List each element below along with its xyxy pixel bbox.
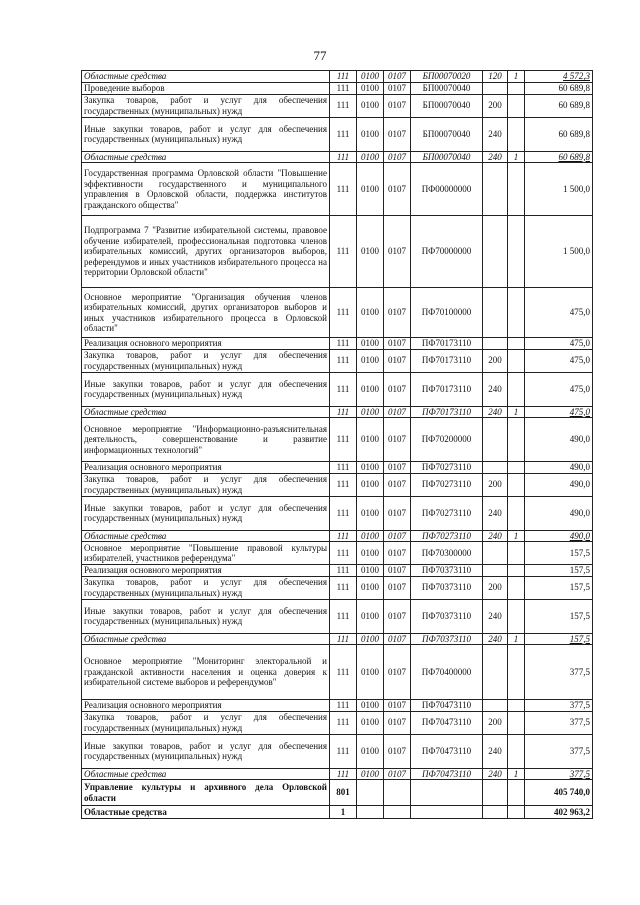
- expense-type-cell: [483, 163, 508, 216]
- amount-cell: 377,5: [525, 700, 593, 712]
- ministry-code-cell: 111: [330, 645, 357, 700]
- amount-cell: 402 963,2: [525, 806, 593, 819]
- amount-cell: 1 500,0: [525, 216, 593, 288]
- subsection-code-cell: 0107: [384, 496, 411, 530]
- table-row: [82, 711, 593, 734]
- subsection-code-cell: 0107: [384, 94, 411, 117]
- ministry-code-cell: 111: [330, 216, 357, 288]
- row-name-cell: Государственная программа Орловской области "Повышение эффективности государственного и муниципального управления в Орловской области, поддержка институтов гражданского общества": [82, 163, 330, 216]
- table-row: [82, 645, 593, 700]
- section-code-cell: 0100: [357, 645, 384, 700]
- ministry-code-cell: 1: [330, 806, 357, 819]
- amount-cell: 490,0: [525, 462, 593, 474]
- table-row: [82, 94, 593, 117]
- ministry-code-cell: 111: [330, 71, 357, 83]
- expense-type-cell: 200: [483, 349, 508, 372]
- amount-cell: 377,5: [525, 711, 593, 734]
- row-name-cell: Закупка товаров, работ и услуг для обеспечения государственных (муниципальных) нужд: [82, 473, 330, 496]
- subsection-code-cell: 0107: [384, 542, 411, 565]
- row-name-cell: Областные средства: [82, 151, 330, 163]
- target-article-cell: ПФ70273110: [411, 530, 483, 542]
- subsection-code-cell: 0107: [384, 83, 411, 95]
- table-row: [82, 599, 593, 633]
- subsection-code-cell: 0107: [384, 372, 411, 406]
- subsection-code-cell: 0107: [384, 117, 411, 151]
- funding-source-cell: [508, 462, 525, 474]
- expense-type-cell: 200: [483, 473, 508, 496]
- ministry-code-cell: 111: [330, 711, 357, 734]
- row-name-cell: Иные закупки товаров, работ и услуг для обеспечения государственных (муниципальных) нужд: [82, 372, 330, 406]
- subsection-code-cell: 0107: [384, 406, 411, 418]
- row-name-cell: Иные закупки товаров, работ и услуг для обеспечения государственных (муниципальных) нужд: [82, 117, 330, 151]
- expense-type-cell: [483, 780, 508, 806]
- row-name-cell: Иные закупки товаров, работ и услуг для обеспечения государственных (муниципальных) нужд: [82, 599, 330, 633]
- expense-type-cell: [483, 288, 508, 338]
- section-code-cell: 0100: [357, 711, 384, 734]
- amount-cell: 490,0: [525, 496, 593, 530]
- expense-type-cell: 240: [483, 633, 508, 645]
- funding-source-cell: [508, 83, 525, 95]
- section-code-cell: [357, 780, 384, 806]
- subsection-code-cell: 0107: [384, 151, 411, 163]
- row-name-cell: Основное мероприятие "Повышение правовой культуры избирателей, участников референдума": [82, 542, 330, 565]
- ministry-code-cell: 111: [330, 576, 357, 599]
- expense-type-cell: 240: [483, 599, 508, 633]
- ministry-code-cell: 111: [330, 565, 357, 577]
- subsection-code-cell: 0107: [384, 216, 411, 288]
- budget-table: [81, 70, 593, 819]
- row-name-cell: Реализация основного мероприятия: [82, 462, 330, 474]
- row-name-cell: Проведение выборов: [82, 83, 330, 95]
- table-row: [82, 71, 593, 83]
- section-code-cell: 0100: [357, 700, 384, 712]
- subsection-code-cell: 0107: [384, 530, 411, 542]
- table-row: [82, 542, 593, 565]
- section-code-cell: 0100: [357, 418, 384, 462]
- ministry-code-cell: 111: [330, 163, 357, 216]
- table-row: [82, 780, 593, 806]
- subsection-code-cell: 0107: [384, 599, 411, 633]
- section-code-cell: 0100: [357, 151, 384, 163]
- funding-source-cell: 1: [508, 406, 525, 418]
- expense-type-cell: 200: [483, 94, 508, 117]
- table-row: [82, 163, 593, 216]
- section-code-cell: 0100: [357, 117, 384, 151]
- subsection-code-cell: 0107: [384, 71, 411, 83]
- amount-cell: 157,5: [525, 633, 593, 645]
- ministry-code-cell: 111: [330, 338, 357, 350]
- section-code-cell: 0100: [357, 71, 384, 83]
- expense-type-cell: 240: [483, 496, 508, 530]
- table-row: [82, 700, 593, 712]
- funding-source-cell: [508, 565, 525, 577]
- expense-type-cell: 240: [483, 734, 508, 768]
- row-name-cell: Закупка товаров, работ и услуг для обеспечения государственных (муниципальных) нужд: [82, 349, 330, 372]
- target-article-cell: ПФ70300000: [411, 542, 483, 565]
- row-name-cell: Основное мероприятие "Мониторинг электоральной и гражданской активности населения и оценка доверия к избирательной системе выборов и референдумов": [82, 645, 330, 700]
- funding-source-cell: [508, 496, 525, 530]
- amount-cell: 60 689,8: [525, 83, 593, 95]
- amount-cell: 1 500,0: [525, 163, 593, 216]
- subsection-code-cell: 0107: [384, 633, 411, 645]
- subsection-code-cell: 0107: [384, 768, 411, 780]
- target-article-cell: ПФ70100000: [411, 288, 483, 338]
- ministry-code-cell: 111: [330, 94, 357, 117]
- ministry-code-cell: 801: [330, 780, 357, 806]
- target-article-cell: БП00070040: [411, 151, 483, 163]
- funding-source-cell: [508, 711, 525, 734]
- section-code-cell: 0100: [357, 372, 384, 406]
- table-row: [82, 83, 593, 95]
- table-row: [82, 530, 593, 542]
- funding-source-cell: [508, 599, 525, 633]
- row-name-cell: Иные закупки товаров, работ и услуг для обеспечения государственных (муниципальных) нужд: [82, 496, 330, 530]
- row-name-cell: Закупка товаров, работ и услуг для обеспечения государственных (муниципальных) нужд: [82, 711, 330, 734]
- target-article-cell: БП00070040: [411, 83, 483, 95]
- amount-cell: 490,0: [525, 473, 593, 496]
- table-row: [82, 768, 593, 780]
- funding-source-cell: [508, 645, 525, 700]
- row-name-cell: Областные средства: [82, 768, 330, 780]
- expense-type-cell: [483, 645, 508, 700]
- row-name-cell: Основное мероприятие "Организация обучения членов избирательных комиссий, других организаторов выборов и иных участников избирательного процесса в Орловской области": [82, 288, 330, 338]
- target-article-cell: ПФ70173110: [411, 349, 483, 372]
- target-article-cell: ПФ70373110: [411, 576, 483, 599]
- target-article-cell: ПФ70273110: [411, 473, 483, 496]
- section-code-cell: 0100: [357, 288, 384, 338]
- target-article-cell: [411, 780, 483, 806]
- target-article-cell: ПФ70173110: [411, 372, 483, 406]
- amount-cell: 4 572,3: [525, 71, 593, 83]
- row-name-cell: Иные закупки товаров, работ и услуг для обеспечения государственных (муниципальных) нужд: [82, 734, 330, 768]
- subsection-code-cell: [384, 780, 411, 806]
- amount-cell: 475,0: [525, 338, 593, 350]
- table-row: [82, 565, 593, 577]
- funding-source-cell: [508, 418, 525, 462]
- table-row: [82, 338, 593, 350]
- table-row: [82, 117, 593, 151]
- table-row: [82, 473, 593, 496]
- row-name-cell: Основное мероприятие "Информационно-разъяснительная деятельность, совершенствование и развитие информационных технологий": [82, 418, 330, 462]
- amount-cell: 475,0: [525, 288, 593, 338]
- funding-source-cell: [508, 288, 525, 338]
- amount-cell: 377,5: [525, 734, 593, 768]
- amount-cell: 60 689,8: [525, 117, 593, 151]
- amount-cell: 157,5: [525, 599, 593, 633]
- expense-type-cell: [483, 338, 508, 350]
- funding-source-cell: [508, 542, 525, 565]
- row-name-cell: Областные средства: [82, 71, 330, 83]
- funding-source-cell: [508, 734, 525, 768]
- expense-type-cell: [483, 542, 508, 565]
- target-article-cell: ПФ00000000: [411, 163, 483, 216]
- funding-source-cell: 1: [508, 151, 525, 163]
- table-row: [82, 288, 593, 338]
- target-article-cell: ПФ70000000: [411, 216, 483, 288]
- subsection-code-cell: 0107: [384, 473, 411, 496]
- target-article-cell: БП00070040: [411, 117, 483, 151]
- subsection-code-cell: 0107: [384, 645, 411, 700]
- ministry-code-cell: 111: [330, 288, 357, 338]
- table-row: [82, 576, 593, 599]
- section-code-cell: 0100: [357, 406, 384, 418]
- ministry-code-cell: 111: [330, 599, 357, 633]
- ministry-code-cell: 111: [330, 734, 357, 768]
- funding-source-cell: 1: [508, 633, 525, 645]
- funding-source-cell: [508, 349, 525, 372]
- amount-cell: 60 689,8: [525, 151, 593, 163]
- amount-cell: 475,0: [525, 349, 593, 372]
- amount-cell: 60 689,8: [525, 94, 593, 117]
- funding-source-cell: [508, 806, 525, 819]
- row-name-cell: Реализация основного мероприятия: [82, 338, 330, 350]
- funding-source-cell: [508, 780, 525, 806]
- target-article-cell: ПФ70473110: [411, 700, 483, 712]
- subsection-code-cell: 0107: [384, 711, 411, 734]
- row-name-cell: Областные средства: [82, 806, 330, 819]
- amount-cell: 377,5: [525, 768, 593, 780]
- table-row: [82, 151, 593, 163]
- page-number: 77: [313, 48, 327, 63]
- subsection-code-cell: 0107: [384, 700, 411, 712]
- ministry-code-cell: 111: [330, 462, 357, 474]
- expense-type-cell: [483, 806, 508, 819]
- funding-source-cell: [508, 338, 525, 350]
- table-row: [82, 734, 593, 768]
- section-code-cell: 0100: [357, 163, 384, 216]
- section-code-cell: 0100: [357, 216, 384, 288]
- expense-type-cell: 120: [483, 71, 508, 83]
- amount-cell: 405 740,0: [525, 780, 593, 806]
- table-row: [82, 633, 593, 645]
- target-article-cell: ПФ70173110: [411, 406, 483, 418]
- section-code-cell: 0100: [357, 496, 384, 530]
- target-article-cell: ПФ70273110: [411, 496, 483, 530]
- funding-source-cell: [508, 216, 525, 288]
- subsection-code-cell: 0107: [384, 565, 411, 577]
- row-name-cell: Областные средства: [82, 530, 330, 542]
- ministry-code-cell: 111: [330, 406, 357, 418]
- subsection-code-cell: 0107: [384, 288, 411, 338]
- subsection-code-cell: 0107: [384, 418, 411, 462]
- amount-cell: 157,5: [525, 576, 593, 599]
- target-article-cell: ПФ70173110: [411, 338, 483, 350]
- amount-cell: 157,5: [525, 542, 593, 565]
- row-name-cell: Областные средства: [82, 406, 330, 418]
- target-article-cell: ПФ70200000: [411, 418, 483, 462]
- funding-source-cell: 1: [508, 768, 525, 780]
- target-article-cell: ПФ70373110: [411, 565, 483, 577]
- row-name-cell: Областные средства: [82, 633, 330, 645]
- ministry-code-cell: 111: [330, 349, 357, 372]
- table-row: [82, 406, 593, 418]
- target-article-cell: ПФ70400000: [411, 645, 483, 700]
- amount-cell: 377,5: [525, 645, 593, 700]
- expense-type-cell: [483, 565, 508, 577]
- target-article-cell: БП00070020: [411, 71, 483, 83]
- amount-cell: 490,0: [525, 530, 593, 542]
- funding-source-cell: [508, 576, 525, 599]
- section-code-cell: 0100: [357, 768, 384, 780]
- subsection-code-cell: 0107: [384, 462, 411, 474]
- row-name-cell: Реализация основного мероприятия: [82, 565, 330, 577]
- ministry-code-cell: 111: [330, 151, 357, 163]
- funding-source-cell: [508, 94, 525, 117]
- ministry-code-cell: 111: [330, 83, 357, 95]
- amount-cell: 490,0: [525, 418, 593, 462]
- subsection-code-cell: 0107: [384, 338, 411, 350]
- ministry-code-cell: 111: [330, 530, 357, 542]
- row-name-cell: Управление культуры и архивного дела Орловской области: [82, 780, 330, 806]
- table-row: [82, 216, 593, 288]
- row-name-cell: Подпрограмма 7 "Развитие избирательной системы, правовое обучение избирателей, профессиональная подготовка членов избирательных комиссий, других организаторов выборов, референдумов и иных участников избирательного процесса на территории Орловской области": [82, 216, 330, 288]
- expense-type-cell: [483, 83, 508, 95]
- ministry-code-cell: 111: [330, 473, 357, 496]
- target-article-cell: ПФ70473110: [411, 768, 483, 780]
- ministry-code-cell: 111: [330, 700, 357, 712]
- row-name-cell: Закупка товаров, работ и услуг для обеспечения государственных (муниципальных) нужд: [82, 576, 330, 599]
- section-code-cell: 0100: [357, 83, 384, 95]
- section-code-cell: 0100: [357, 599, 384, 633]
- expense-type-cell: 200: [483, 711, 508, 734]
- ministry-code-cell: 111: [330, 418, 357, 462]
- target-article-cell: ПФ70473110: [411, 711, 483, 734]
- funding-source-cell: [508, 473, 525, 496]
- table-row: [82, 418, 593, 462]
- subsection-code-cell: 0107: [384, 163, 411, 216]
- funding-source-cell: [508, 117, 525, 151]
- amount-cell: 475,0: [525, 372, 593, 406]
- ministry-code-cell: 111: [330, 372, 357, 406]
- ministry-code-cell: 111: [330, 542, 357, 565]
- table-row: [82, 806, 593, 819]
- expense-type-cell: 240: [483, 117, 508, 151]
- amount-cell: 157,5: [525, 565, 593, 577]
- funding-source-cell: 1: [508, 71, 525, 83]
- table-row: [82, 349, 593, 372]
- expense-type-cell: 240: [483, 530, 508, 542]
- expense-type-cell: [483, 462, 508, 474]
- section-code-cell: [357, 806, 384, 819]
- expense-type-cell: [483, 700, 508, 712]
- table-row: [82, 462, 593, 474]
- section-code-cell: 0100: [357, 542, 384, 565]
- funding-source-cell: [508, 163, 525, 216]
- target-article-cell: [411, 806, 483, 819]
- section-code-cell: 0100: [357, 565, 384, 577]
- target-article-cell: ПФ70373110: [411, 633, 483, 645]
- section-code-cell: 0100: [357, 338, 384, 350]
- ministry-code-cell: 111: [330, 768, 357, 780]
- expense-type-cell: 240: [483, 372, 508, 406]
- expense-type-cell: 240: [483, 406, 508, 418]
- section-code-cell: 0100: [357, 94, 384, 117]
- funding-source-cell: [508, 700, 525, 712]
- target-article-cell: ПФ70473110: [411, 734, 483, 768]
- row-name-cell: Реализация основного мероприятия: [82, 700, 330, 712]
- section-code-cell: 0100: [357, 473, 384, 496]
- section-code-cell: 0100: [357, 576, 384, 599]
- table-row: [82, 372, 593, 406]
- expense-type-cell: 240: [483, 151, 508, 163]
- funding-source-cell: 1: [508, 530, 525, 542]
- row-name-cell: Закупка товаров, работ и услуг для обеспечения государственных (муниципальных) нужд: [82, 94, 330, 117]
- section-code-cell: 0100: [357, 633, 384, 645]
- target-article-cell: БП00070040: [411, 94, 483, 117]
- section-code-cell: 0100: [357, 734, 384, 768]
- section-code-cell: 0100: [357, 530, 384, 542]
- target-article-cell: ПФ70273110: [411, 462, 483, 474]
- section-code-cell: 0100: [357, 462, 384, 474]
- expense-type-cell: 240: [483, 768, 508, 780]
- expense-type-cell: [483, 216, 508, 288]
- subsection-code-cell: 0107: [384, 349, 411, 372]
- subsection-code-cell: [384, 806, 411, 819]
- subsection-code-cell: 0107: [384, 734, 411, 768]
- ministry-code-cell: 111: [330, 496, 357, 530]
- funding-source-cell: [508, 372, 525, 406]
- section-code-cell: 0100: [357, 349, 384, 372]
- amount-cell: 475,0: [525, 406, 593, 418]
- expense-type-cell: [483, 418, 508, 462]
- ministry-code-cell: 111: [330, 633, 357, 645]
- ministry-code-cell: 111: [330, 117, 357, 151]
- target-article-cell: ПФ70373110: [411, 599, 483, 633]
- expense-type-cell: 200: [483, 576, 508, 599]
- table-row: [82, 496, 593, 530]
- subsection-code-cell: 0107: [384, 576, 411, 599]
